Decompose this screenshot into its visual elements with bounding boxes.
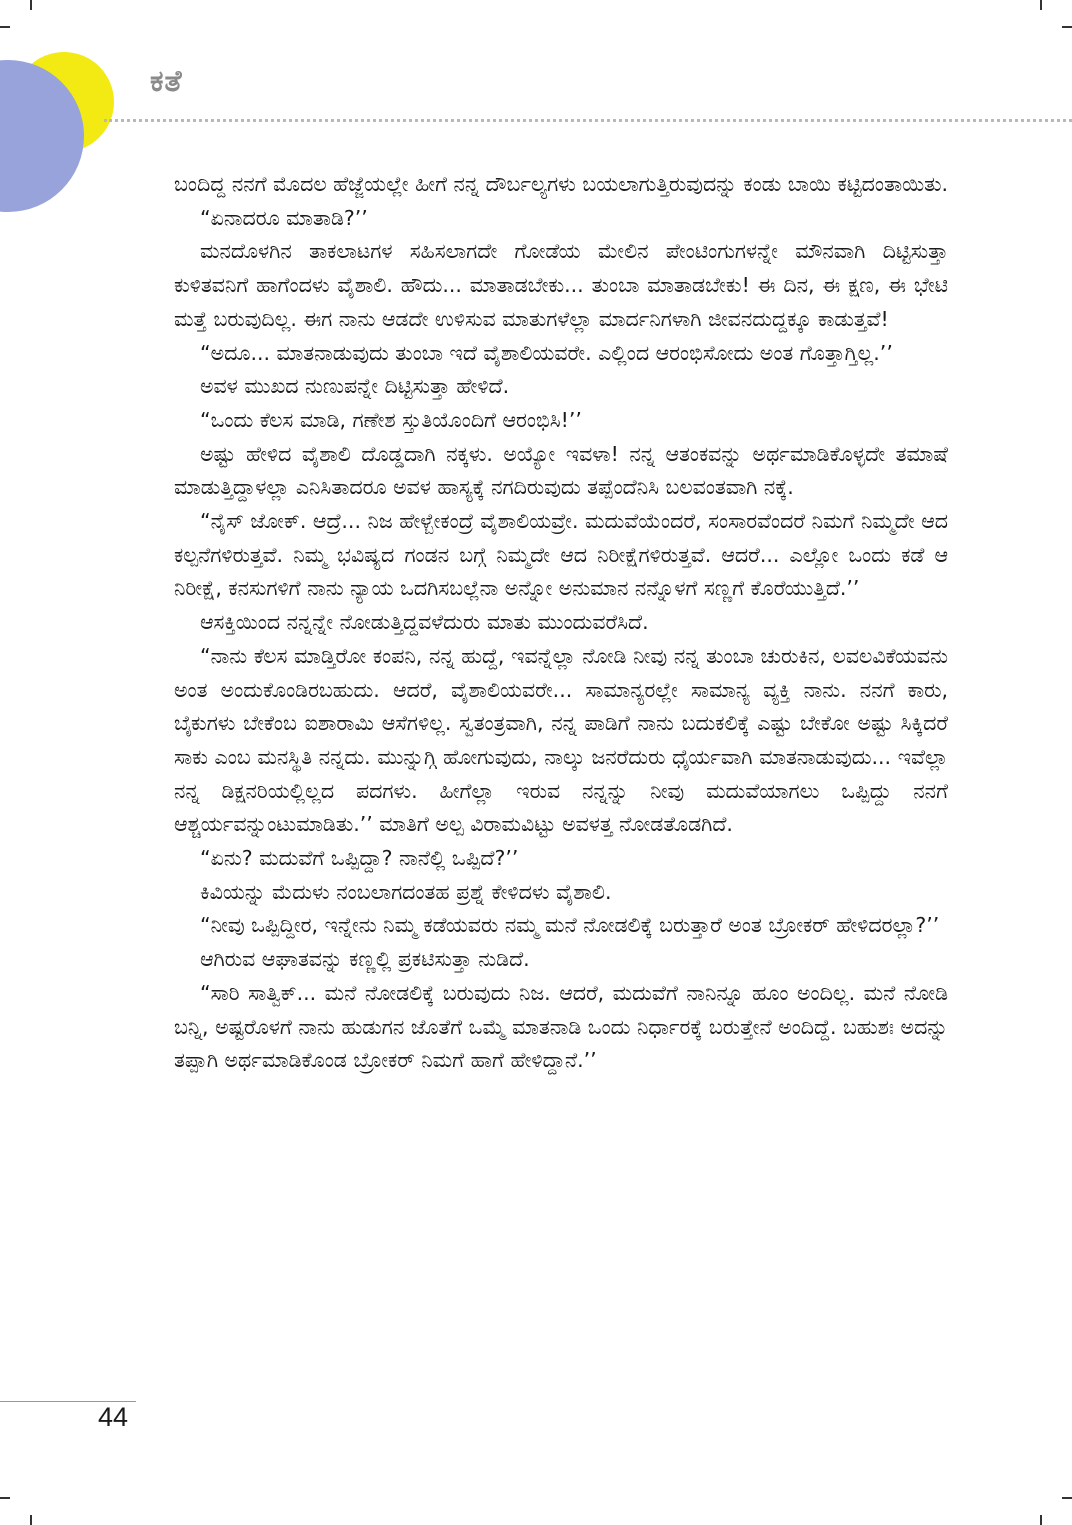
paragraph: “ನಾನು ಕೆಲಸ ಮಾಡ್ತಿರೋ ಕಂಪನಿ, ನನ್ನ ಹುದ್ದೆ, ಇವನ್ನೆಲ್ಲಾ ನೋಡಿ ನೀವು ನನ್ನ ತುಂಬಾ ಚುರುಕಿನ, ಲವಲವಿಕೆಯವನು ಅಂತ ಅಂದುಕೊಂಡಿರಬಹುದು. ಆದರೆ, ವೈಶಾಲಿಯವರೇ... ಸಾಮಾನ್ಯರಲ್ಲೇ ಸಾಮಾನ್ಯ ವ್ಯಕ್ತಿ ನಾನು. ನನಗೆ ಕಾರು, ಬೈಕುಗಳು ಬೇಕೆಂಬ ಐಶಾರಾಮಿ ಆಸೆಗಳಿಲ್ಲ. ಸ್ವತಂತ್ರವಾಗಿ, ನನ್ನ ಪಾಡಿಗೆ ನಾನು ಬದುಕಲಿಕ್ಕೆ ಎಷ್ಟು ಬೇಕೋ ಅಷ್ಟು ಸಿಕ್ಕಿದರೆ ಸಾಕು ಎಂಬ ಮನಸ್ಥಿತಿ ನನ್ನದು. ಮುನ್ನುಗ್ಗಿ ಹೋಗುವುದು, ನಾಲ್ಕು ಜನರೆದುರು ಧೈರ್ಯವಾಗಿ ಮಾತನಾಡುವುದು... ಇವೆಲ್ಲಾ ನನ್ನ ಡಿಕ್ಷನರಿಯಲ್ಲಿಲ್ಲದ ಪದಗಳು. ಹೀಗೆಲ್ಲಾ ಇರುವ ನನ್ನನ್ನು ನೀವು ಮದುವೆಯಾಗಲು ಒಪ್ಪಿದ್ದು ನನಗೆ ಆಶ್ಚರ್ಯವನ್ನುಂಟುಮಾಡಿತು.’’ ಮಾತಿಗೆ ಅಲ್ಪ ವಿರಾಮವಿಟ್ಟು ಅವಳತ್ತ ನೋಡತೊಡಗಿದೆ. [174, 643, 948, 837]
crop-mark-right-upper [1062, 26, 1072, 28]
paragraph: “ಒಂದು ಕೆಲಸ ಮಾಡಿ, ಗಣೇಶ ಸ್ತುತಿಯೊಂದಿಗೆ ಆರಂಭಿಸಿ!’’ [200, 407, 582, 432]
crop-mark-left-lower [0, 1497, 10, 1499]
page-number: 44 [98, 1402, 129, 1432]
paragraph: ಕಿವಿಯನ್ನು ಮೆದುಳು ನಂಬಲಾಗದಂತಹ ಪ್ರಶ್ನೆ ಕೇಳಿದಳು ವೈಶಾಲಿ. [200, 879, 612, 904]
paragraph: “ಸಾರಿ ಸಾತ್ವಿಕ್... ಮನೆ ನೋಡಲಿಕ್ಕೆ ಬರುವುದು ನಿಜ. ಆದರೆ, ಮದುವೆಗೆ ನಾನಿನ್ನೂ ಹೂಂ ಅಂದಿಲ್ಲ. ಮನೆ ನೋಡಿ ಬನ್ನಿ, ಅಷ್ಟರೊಳಗೆ ನಾನು ಹುಡುಗನ ಜೊತೆಗೆ ಒಮ್ಮೆ ಮಾತನಾಡಿ ಒಂದು ನಿರ್ಧಾರಕ್ಕೆ ಬರುತ್ತೇನೆ ಅಂದಿದ್ದೆ. ಬಹುಶಃ ಅದನ್ನು ತಪ್ಪಾಗಿ ಅರ್ಥಮಾಡಿಕೊಂಡ ಬ್ರೋಕರ್ ನಿಮಗೆ ಹಾಗೆ ಹೇಳಿದ್ದಾನೆ.’’ [174, 980, 948, 1073]
paragraph: “ನೀವು ಒಪ್ಪಿದ್ದೀರ, ಇನ್ನೇನು ನಿಮ್ಮ ಕಡೆಯವರು ನಮ್ಮ ಮನೆ ನೋಡಲಿಕ್ಕೆ ಬರುತ್ತಾರೆ ಅಂತ ಬ್ರೋಕರ್ ಹೇಳಿದರಲ್ಲಾ?’’ [200, 913, 940, 938]
crop-mark-bottom-right [1040, 1515, 1042, 1525]
paragraph: ಅವಳ ಮುಖದ ನುಣುಪನ್ನೇ ದಿಟ್ಟಿಸುತ್ತಾ ಹೇಳಿದೆ. [200, 374, 510, 399]
crop-mark-right-lower [1062, 1497, 1072, 1499]
paragraph: ಬಂದಿದ್ದ ನನಗೆ ಮೊದಲ ಹೆಜ್ಜೆಯಲ್ಲೇ ಹೀಗೆ ನನ್ನ ದೌರ್ಬಲ್ಯಗಳು ಬಯಲಾಗುತ್ತಿರುವುದನ್ನು ಕಂಡು ಬಾಯಿ ಕಟ್ಟಿದಂತಾಯಿತು. [174, 172, 949, 196]
paragraph: ಮನದೊಳಗಿನ ತಾಕಲಾಟಗಳ ಸಹಿಸಲಾಗದೇ ಗೋಡೆಯ ಮೇಲಿನ ಪೇಂಟಿಂಗುಗಳನ್ನೇ ಮೌನವಾಗಿ ದಿಟ್ಟಿಸುತ್ತಾ ಕುಳಿತವನಿಗೆ ಹಾಗೆಂದಳು ವೈಶಾಲಿ. ಹೌದು... ಮಾತಾಡಬೇಕು... ತುಂಬಾ ಮಾತಾಡಬೇಕು! ಈ ದಿನ, ಈ ಕ್ಷಣ, ಈ ಭೇಟಿ ಮತ್ತೆ ಬರುವುದಿಲ್ಲ. ಈಗ ನಾನು ಆಡದೇ ಉಳಿಸುವ ಮಾತುಗಳೆಲ್ಲಾ ಮಾರ್ದನಿಗಳಾಗಿ ಜೀವನದುದ್ದಕ್ಕೂ ಕಾಡುತ್ತವೆ! [174, 239, 948, 331]
crop-mark-bottom-left [30, 1515, 32, 1525]
paragraph: ಆಗಿರುವ ಆಘಾತವನ್ನು ಕಣ್ಣಲ್ಲಿ ಪ್ರಕಟಿಸುತ್ತಾ ನುಡಿದೆ. [200, 947, 530, 972]
crop-mark-top-right [1040, 0, 1042, 10]
section-title: ಕತೆ [150, 64, 183, 99]
crop-mark-left-upper [0, 26, 10, 28]
story-body [174, 168, 948, 1078]
paragraph: ಆಸಕ್ತಿಯಿಂದ ನನ್ನನ್ನೇ ನೋಡುತ್ತಿದ್ದವಳೆದುರು ಮಾತು ಮುಂದುವರೆಸಿದೆ. [200, 610, 649, 635]
paragraph: “ಏನಾದರೂ ಮಾತಾಡಿ?’’ [200, 205, 368, 230]
paragraph: ಅಷ್ಟು ಹೇಳಿದ ವೈಶಾಲಿ ದೊಡ್ಡದಾಗಿ ನಕ್ಕಳು. ಅಯ್ಯೋ ಇವಳಾ! ನನ್ನ ಆತಂಕವನ್ನು ಅರ್ಥಮಾಡಿಕೊಳ್ಳದೇ ತಮಾಷೆ ಮಾಡುತ್ತಿದ್ದಾಳಲ್ಲಾ ಎನಿಸಿತಾದರೂ ಅವಳ ಹಾಸ್ಯಕ್ಕೆ ನಗದಿರುವುದು ತಪ್ಪೆಂದೆನಿಸಿ ಬಲವಂತವಾಗಿ ನಕ್ಕೆ. [174, 441, 948, 500]
paragraph: “ನೈಸ್ ಜೋಕ್. ಆದ್ರೆ... ನಿಜ ಹೇಳ್ಬೇಕಂದ್ರೆ ವೈಶಾಲಿಯವ್ರೇ. ಮದುವೆಯೆಂದರೆ, ಸಂಸಾರವೆಂದರೆ ನಿಮಗೆ ನಿಮ್ಮದೇ ಆದ ಕಲ್ಪನೆಗಳಿರುತ್ತವೆ. ನಿಮ್ಮ ಭವಿಷ್ಯದ ಗಂಡನ ಬಗ್ಗೆ ನಿಮ್ಮದೇ ಆದ ನಿರೀಕ್ಷೆಗಳಿರುತ್ತವೆ. ಆದರೆ... ಎಲ್ಲೋ ಒಂದು ಕಡೆ ಆ ನಿರೀಕ್ಷೆ, ಕನಸುಗಳಿಗೆ ನಾನು ನ್ಯಾಯ ಒದಗಿಸಬಲ್ಲೆನಾ ಅನ್ನೋ ಅನುಮಾನ ನನ್ನೊಳಗೆ ಸಣ್ಣಗೆ ಕೊರೆಯುತ್ತಿದೆ.’’ [174, 509, 948, 601]
header-dotted-rule [104, 119, 1072, 122]
paragraph: “ಅದೂ... ಮಾತನಾಡುವುದು ತುಂಬಾ ಇದೆ ವೈಶಾಲಿಯವರೇ. ಎಲ್ಲಿಂದ ಆರಂಭಿಸೋದು ಅಂತ ಗೊತ್ತಾಗ್ತಿಲ್ಲ.’’ [200, 340, 893, 365]
paragraph: “ಏನು? ಮದುವೆಗೆ ಒಪ್ಪಿದ್ದಾ? ನಾನೆಲ್ಲಿ ಒಪ್ಪಿದೆ?’’ [200, 846, 519, 871]
crop-mark-top-left [30, 0, 32, 10]
